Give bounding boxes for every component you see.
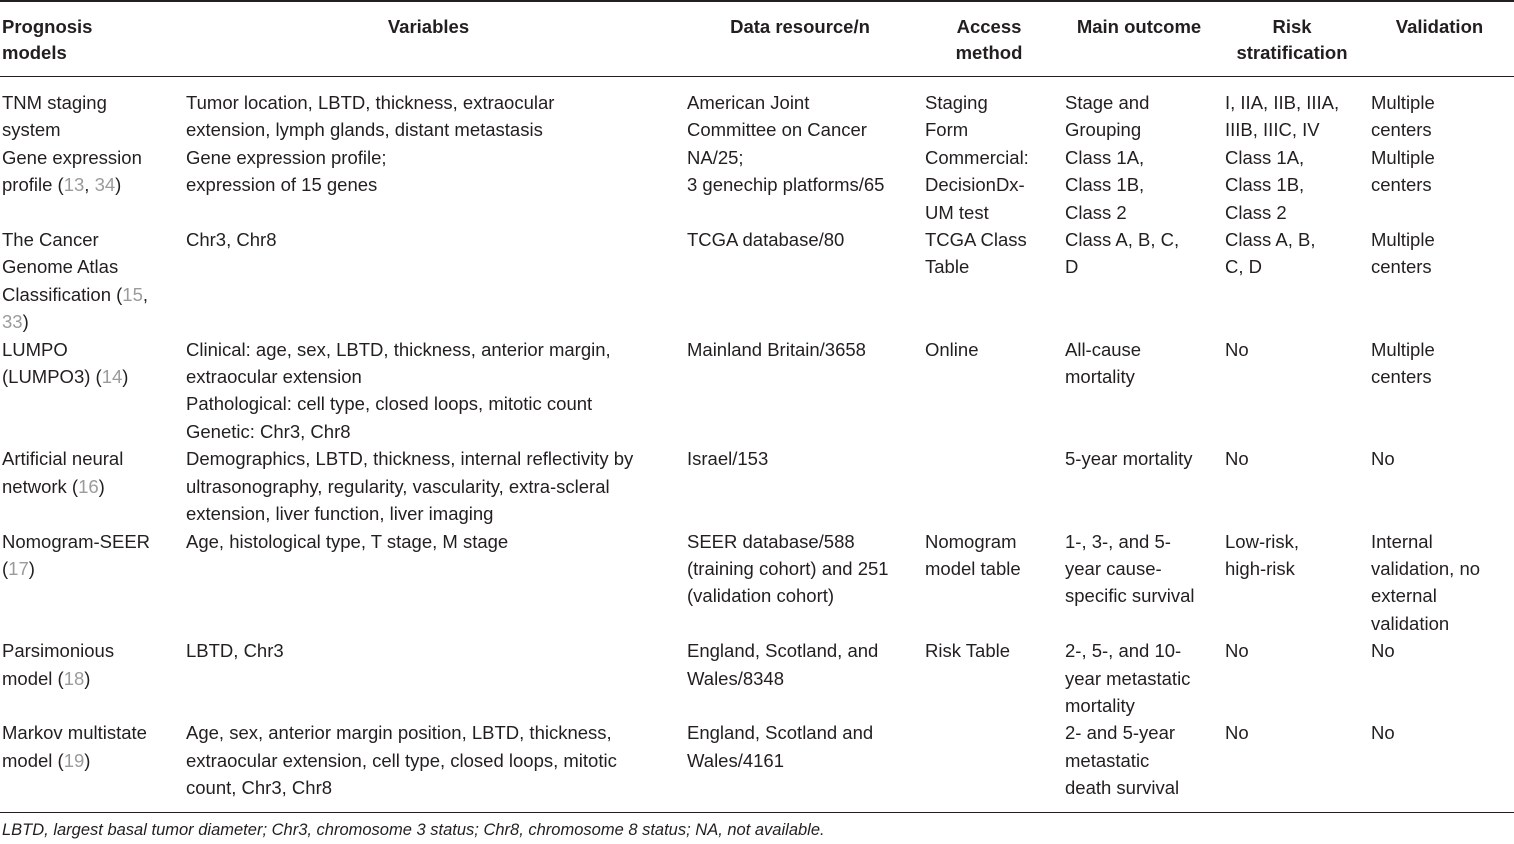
- cell-line: [2, 555, 172, 582]
- cell-line: No: [1371, 640, 1395, 662]
- reference-link[interactable]: 15: [122, 283, 143, 305]
- cell-line: [2, 719, 172, 746]
- cell-variables: [176, 226, 681, 336]
- reference-link[interactable]: 13: [63, 174, 85, 196]
- model-text: Parsimonious: [2, 640, 115, 662]
- cell-line: SEER database/588: [687, 530, 855, 552]
- cell-line: [2, 665, 172, 692]
- model-text: ): [98, 475, 105, 497]
- cell-line: No: [1225, 722, 1249, 744]
- table-row: [0, 226, 1514, 336]
- cell-access-method: [919, 719, 1059, 812]
- cell-data-resource: [681, 144, 919, 226]
- cell-line: [2, 281, 172, 308]
- cell-access-method: [919, 144, 1059, 226]
- cell-line: Age, sex, anterior margin position, LBTD, thickness,: [186, 722, 612, 744]
- reference-link[interactable]: 34: [94, 174, 116, 196]
- cell-access-method: [919, 226, 1059, 336]
- model-text: ,: [142, 283, 149, 305]
- cell-validation: [1365, 637, 1514, 719]
- cell-variables: [176, 77, 681, 144]
- cell-line: Grouping: [1065, 119, 1142, 141]
- model-text: ): [84, 749, 91, 771]
- cell-line: centers: [1371, 366, 1432, 388]
- table-row: [0, 336, 1514, 446]
- cell-variables: [176, 637, 681, 719]
- reference-link[interactable]: 19: [63, 749, 85, 771]
- cell-line: Online: [925, 338, 979, 360]
- cell-line: year metastatic: [1065, 667, 1191, 689]
- table-row: [0, 144, 1514, 226]
- header-access-method: Access method: [955, 16, 1023, 63]
- cell-main-outcome: [1059, 528, 1219, 638]
- cell-line: [2, 363, 172, 390]
- cell-validation: [1365, 719, 1514, 812]
- model-text: ): [28, 557, 35, 579]
- cell-line: year cause-: [1065, 557, 1162, 579]
- model-text: LUMPO: [2, 338, 68, 360]
- model-text: Artificial neural: [2, 448, 124, 470]
- cell-line: All-cause: [1065, 338, 1142, 360]
- cell-access-method: [919, 336, 1059, 446]
- cell-line: [2, 637, 172, 664]
- cell-line: expression of 15 genes: [186, 174, 378, 196]
- model-text: Gene expression: [2, 146, 142, 168]
- cell-validation: [1365, 445, 1514, 527]
- model-text: Genome Atlas: [2, 256, 119, 278]
- model-text: (LUMPO3) (: [2, 366, 102, 388]
- table-body: [0, 77, 1514, 813]
- cell-validation: [1365, 77, 1514, 144]
- cell-risk-stratification: [1219, 528, 1365, 638]
- cell-line: Multiple: [1371, 146, 1435, 168]
- cell-line: Commercial:: [925, 146, 1029, 168]
- cell-model: [0, 445, 176, 527]
- cell-line: [2, 528, 172, 555]
- cell-line: D: [1065, 256, 1079, 278]
- cell-line: 1-, 3-, and 5-: [1065, 530, 1171, 552]
- cell-line: 2- and 5-year: [1065, 722, 1176, 744]
- cell-line: [2, 226, 172, 253]
- cell-line: (validation cohort): [687, 585, 835, 607]
- cell-main-outcome: [1059, 637, 1219, 719]
- cell-main-outcome: [1059, 336, 1219, 446]
- cell-line: mortality: [1065, 694, 1135, 716]
- table-footnote: LBTD, largest basal tumor diameter; Chr3, chromosome 3 status; Chr8, chromosome 8 status; NA, not available.: [2, 821, 825, 839]
- cell-risk-stratification: [1219, 336, 1365, 446]
- model-text: ): [84, 667, 91, 689]
- cell-risk-stratification: [1219, 77, 1365, 144]
- cell-line: TCGA database/80: [687, 229, 845, 251]
- cell-line: Class A, B,: [1225, 229, 1316, 251]
- cell-main-outcome: [1059, 445, 1219, 527]
- table-row: [0, 637, 1514, 719]
- cell-data-resource: [681, 445, 919, 527]
- cell-variables: [176, 528, 681, 638]
- cell-line: Class 1B,: [1225, 174, 1305, 196]
- cell-line: Mainland Britain/3658: [687, 338, 866, 360]
- cell-line: extraocular extension, cell type, closed loops, mitotic: [186, 749, 617, 771]
- cell-line: Tumor location, LBTD, thickness, extraocular: [186, 92, 555, 113]
- cell-line: [2, 144, 172, 171]
- cell-validation: [1365, 226, 1514, 336]
- cell-line: No: [1225, 640, 1249, 662]
- reference-link[interactable]: 18: [63, 667, 85, 689]
- model-text: ): [22, 311, 29, 333]
- cell-line: Nomogram: [925, 530, 1017, 552]
- cell-risk-stratification: [1219, 144, 1365, 226]
- cell-line: No: [1225, 338, 1249, 360]
- cell-line: extraocular extension: [186, 366, 362, 388]
- reference-link[interactable]: 17: [8, 557, 29, 579]
- cell-line: 2-, 5-, and 10-: [1065, 640, 1182, 662]
- cell-line: Pathological: cell type, closed loops, mitotic count: [186, 393, 593, 415]
- cell-data-resource: [681, 226, 919, 336]
- header-data-resource: Data resource/n: [730, 16, 870, 37]
- cell-line: Class 1B,: [1065, 174, 1145, 196]
- table-row: [0, 445, 1514, 527]
- cell-main-outcome: [1059, 144, 1219, 226]
- model-text: Classification (: [2, 283, 123, 305]
- table-header: [0, 1, 1514, 77]
- cell-line: England, Scotland and: [687, 722, 874, 744]
- header-variables: Variables: [387, 16, 470, 37]
- cell-line: death survival: [1065, 777, 1180, 799]
- cell-line: DecisionDx-: [925, 174, 1025, 196]
- cell-line: validation: [1371, 612, 1450, 634]
- cell-line: Wales/8348: [687, 667, 785, 689]
- cell-line: IIIB, IIIC, IV: [1225, 119, 1320, 141]
- cell-line: LBTD, Chr3: [186, 640, 284, 662]
- cell-line: Clinical: age, sex, LBTD, thickness, anterior margin,: [186, 338, 611, 360]
- cell-line: Multiple: [1371, 229, 1435, 251]
- cell-variables: [176, 445, 681, 527]
- cell-data-resource: [681, 719, 919, 812]
- cell-validation: [1365, 336, 1514, 446]
- model-text: ): [122, 366, 129, 388]
- cell-access-method: [919, 637, 1059, 719]
- cell-line: Staging: [925, 92, 988, 113]
- cell-line: [2, 253, 172, 280]
- cell-model: [0, 637, 176, 719]
- cell-variables: [176, 144, 681, 226]
- cell-model: [0, 77, 176, 144]
- cell-line: Stage and: [1065, 92, 1150, 113]
- cell-line: model table: [925, 557, 1021, 579]
- cell-risk-stratification: [1219, 226, 1365, 336]
- cell-line: Chr3, Chr8: [186, 229, 277, 251]
- cell-line: Form: [925, 119, 969, 141]
- cell-line: No: [1225, 448, 1249, 470]
- cell-line: centers: [1371, 174, 1432, 196]
- cell-line: I, IIA, IIB, IIIA,: [1225, 92, 1340, 113]
- cell-line: validation, no: [1371, 557, 1481, 579]
- cell-line: metastatic: [1065, 749, 1150, 771]
- cell-line: Genetic: Chr3, Chr8: [186, 420, 351, 442]
- cell-line: centers: [1371, 119, 1432, 141]
- cell-model: [0, 226, 176, 336]
- cell-line: American Joint: [687, 92, 810, 113]
- cell-variables: [176, 336, 681, 446]
- model-text: The Cancer: [2, 229, 99, 251]
- cell-line: [2, 171, 172, 198]
- cell-risk-stratification: [1219, 445, 1365, 527]
- cell-line: Multiple: [1371, 338, 1435, 360]
- model-text: Nomogram-SEER: [2, 530, 151, 552]
- header-prognosis-models: Prognosis models: [2, 16, 93, 63]
- model-text: ): [115, 174, 122, 196]
- cell-risk-stratification: [1219, 719, 1365, 812]
- cell-line: Class 1A,: [1065, 146, 1145, 168]
- model-text: model (: [2, 749, 64, 771]
- table-row: [0, 528, 1514, 638]
- cell-line: [2, 116, 172, 143]
- cell-data-resource: [681, 336, 919, 446]
- model-text: TNM staging: [2, 92, 107, 113]
- cell-access-method: [919, 77, 1059, 144]
- cell-data-resource: [681, 528, 919, 638]
- cell-line: [2, 445, 172, 472]
- header-main-outcome: Main outcome: [1076, 16, 1202, 37]
- cell-data-resource: [681, 637, 919, 719]
- cell-model: [0, 144, 176, 226]
- cell-line: C, D: [1225, 256, 1262, 278]
- cell-line: extension, lymph glands, distant metastasis: [186, 119, 543, 141]
- cell-access-method: [919, 528, 1059, 638]
- cell-line: [2, 89, 172, 116]
- cell-line: UM test: [925, 201, 989, 223]
- cell-line: Low-risk,: [1225, 530, 1300, 552]
- cell-line: ultrasonography, regularity, vascularity, extra-scleral: [186, 475, 610, 497]
- cell-main-outcome: [1059, 77, 1219, 144]
- cell-line: Israel/153: [687, 448, 769, 470]
- cell-line: [2, 747, 172, 774]
- cell-line: Age, histological type, T stage, M stage: [186, 530, 509, 552]
- header-risk-stratification: Risk stratification: [1236, 16, 1348, 63]
- cell-line: [2, 336, 172, 363]
- cell-line: [2, 473, 172, 500]
- reference-link[interactable]: 16: [78, 475, 99, 497]
- cell-risk-stratification: [1219, 637, 1365, 719]
- reference-link[interactable]: 14: [101, 366, 123, 388]
- cell-model: [0, 528, 176, 638]
- cell-line: No: [1371, 448, 1395, 470]
- cell-line: Committee on Cancer: [687, 119, 867, 141]
- cell-line: Table: [925, 256, 970, 278]
- cell-line: 5-year mortality: [1065, 448, 1193, 470]
- cell-access-method: [919, 445, 1059, 527]
- cell-line: Demographics, LBTD, thickness, internal reflectivity by: [186, 448, 634, 470]
- cell-line: Class 2: [1065, 201, 1127, 223]
- cell-model: [0, 719, 176, 812]
- cell-line: external: [1371, 585, 1437, 607]
- cell-line: Wales/4161: [687, 749, 785, 771]
- cell-main-outcome: [1059, 719, 1219, 812]
- cell-validation: [1365, 528, 1514, 638]
- cell-line: (training cohort) and 251: [687, 557, 889, 579]
- cell-variables: [176, 719, 681, 812]
- cell-line: Class 1A,: [1225, 146, 1305, 168]
- cell-line: NA/25;: [687, 146, 744, 168]
- header-validation: Validation: [1395, 16, 1484, 37]
- reference-link[interactable]: 33: [2, 311, 23, 333]
- cell-line: extension, liver function, liver imaging: [186, 503, 494, 525]
- cell-line: England, Scotland, and: [687, 640, 879, 662]
- model-text: Markov multistate: [2, 722, 147, 744]
- model-text: ,: [84, 174, 95, 196]
- table-row: [0, 77, 1514, 144]
- cell-main-outcome: [1059, 226, 1219, 336]
- cell-line: Class A, B, C,: [1065, 229, 1180, 251]
- cell-line: Internal: [1371, 530, 1433, 552]
- cell-line: Gene expression profile;: [186, 146, 387, 168]
- header-row: [0, 1, 1514, 77]
- cell-line: count, Chr3, Chr8: [186, 777, 333, 799]
- cell-line: TCGA Class: [925, 229, 1027, 251]
- model-text: model (: [2, 667, 64, 689]
- cell-line: 3 genechip platforms/65: [687, 174, 885, 196]
- table-row: [0, 719, 1514, 812]
- cell-line: No: [1371, 722, 1395, 744]
- model-text: (: [2, 557, 9, 579]
- cell-line: Risk Table: [925, 640, 1011, 662]
- model-text: profile (: [2, 174, 64, 196]
- cell-line: [2, 308, 172, 335]
- cell-line: Class 2: [1225, 201, 1287, 223]
- cell-line: centers: [1371, 256, 1432, 278]
- model-text: system: [2, 119, 61, 141]
- cell-data-resource: [681, 77, 919, 144]
- cell-line: Multiple: [1371, 92, 1435, 113]
- cell-model: [0, 336, 176, 446]
- model-text: network (: [2, 475, 79, 497]
- cell-validation: [1365, 144, 1514, 226]
- cell-line: high-risk: [1225, 557, 1295, 579]
- cell-line: specific survival: [1065, 585, 1195, 607]
- cell-line: mortality: [1065, 366, 1135, 388]
